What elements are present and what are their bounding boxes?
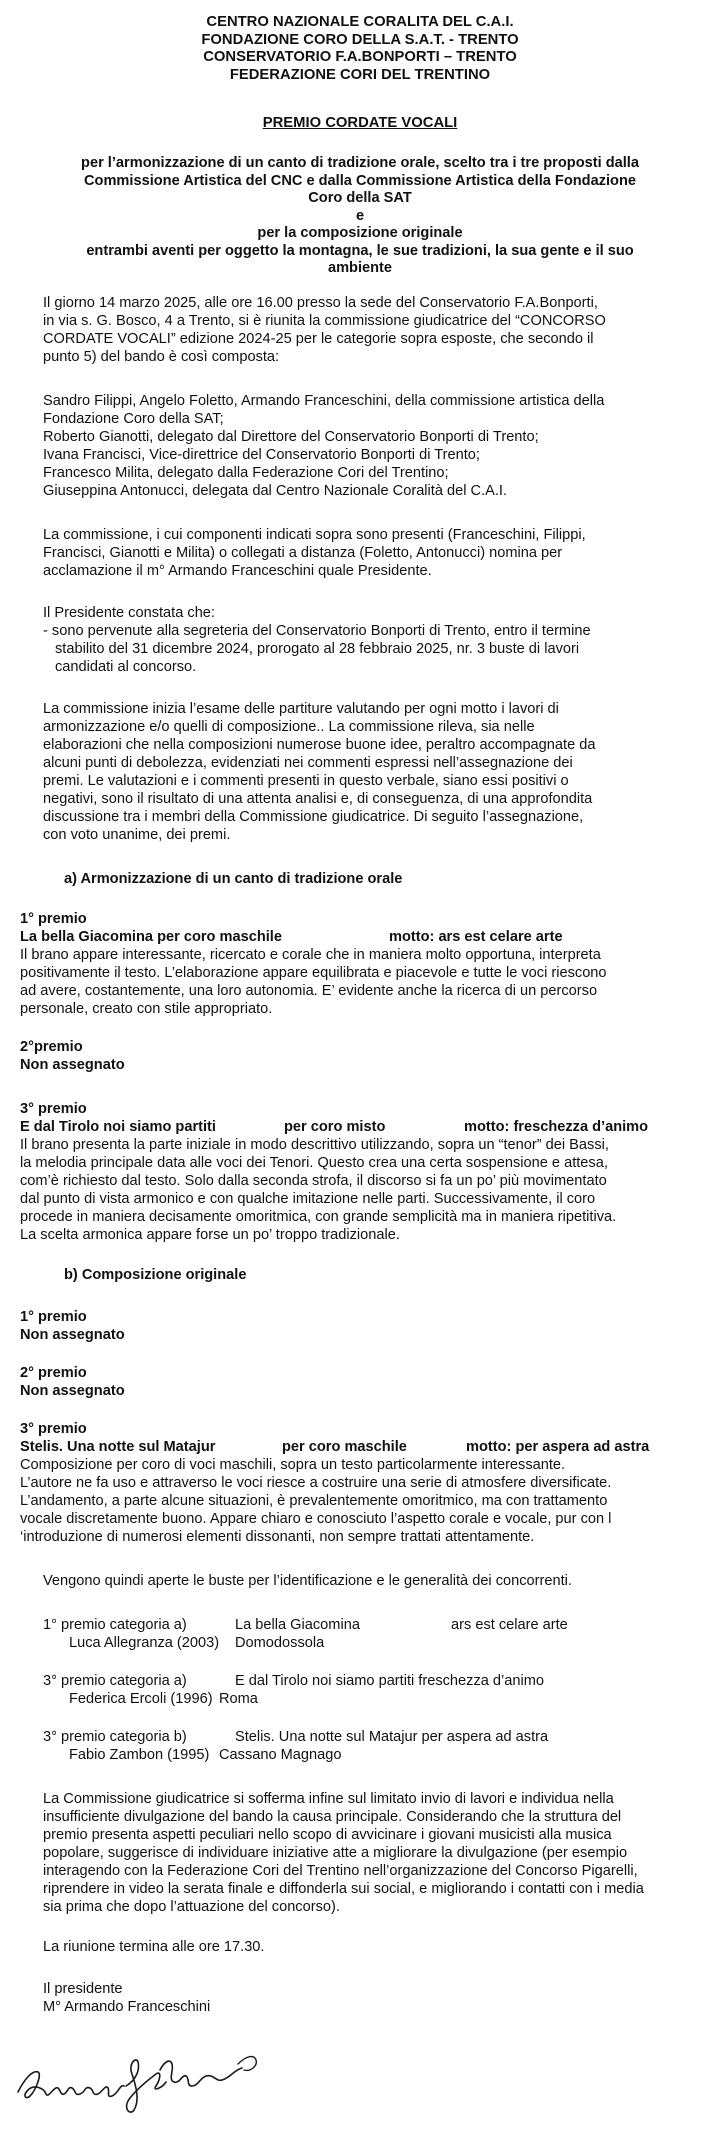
prize-comment [20, 1456, 700, 1546]
winner-category: 3° premio categoria a) [43, 1673, 187, 1689]
winner-motto: ars est celare arte [451, 1617, 568, 1633]
text-line: Il brano appare interessante, ricercato e corale che in maniera molto opportuna, interpreta [20, 947, 601, 963]
text-line: negativi, sono il risultato di una attenta analisi e, di conseguenza, di una approfondita [43, 791, 593, 807]
text-line: elaborazioni che nella composizioni numerose buone idee, peraltro accompagnate da [43, 737, 596, 753]
text-line: Francisci, Gianotti e Milita) o collegati a distanza (Foletto, Antonucci) nomina per [43, 545, 563, 561]
winner-piece: La bella Giacomina [235, 1617, 360, 1633]
constata-paragraph [43, 604, 687, 676]
prize-a-first [20, 910, 700, 1018]
prize-b-first [20, 1308, 700, 1344]
subtitle-line: Commissione Artistica del CNC e dalla Commissione Artistica della Fondazione [84, 172, 636, 189]
text-line: ad avere, costantemente, una loro autonomia. E’ evidente anche la ricerca di un percorso [20, 983, 598, 999]
document-title [0, 114, 720, 132]
prize-heading: 3° premio [20, 1421, 87, 1437]
piece-choir: per coro misto [284, 1119, 386, 1135]
piece-motto: motto: ars est celare arte [389, 929, 563, 945]
winner-row [43, 1672, 703, 1708]
prize-comment [20, 1136, 700, 1244]
winner-piece: Stelis. Una notte sul Matajur per aspera ad astra [235, 1729, 549, 1745]
text-line: sia prima che dopo l’attuazione del concorso). [43, 1899, 340, 1915]
prize-title-row [20, 928, 700, 946]
text-line: Il Presidente constata che: [43, 605, 215, 621]
text-line: Ivana Francisci, Vice-direttrice del Conservatorio Bonporti di Trento; [43, 447, 480, 463]
evaluation-paragraph [43, 700, 687, 844]
piece-title: Stelis. Una notte sul Matajur [20, 1439, 216, 1455]
prize-title-row [20, 1118, 700, 1136]
text-line: stabilito del 31 dicembre 2024, prorogato al 28 febbraio 2025, nr. 3 buste di lavori [55, 641, 580, 657]
text-line: com’è richiesto dal testo. Solo dalla seconda strofa, il discorso si fa un po’ più movimentato [20, 1173, 607, 1189]
winner-row [43, 1616, 703, 1652]
envelopes-sentence: Vengono quindi aperte le buste per l’identificazione e le generalità dei concorrenti. [43, 1573, 572, 1589]
subtitle-line: entrambi aventi per oggetto la montagna, le sue tradizioni, la sua gente e il suo [86, 242, 634, 259]
text-line: alcuni punti di debolezza, evidenziati nei commenti espressi nell’assegnazione dei [43, 755, 573, 771]
president-block [43, 1980, 687, 2016]
winner-city: Roma [219, 1691, 258, 1707]
title-text: PREMIO CORDATE VOCALI [262, 115, 458, 131]
text-line: personale, creato con stile appropriato. [20, 1001, 273, 1017]
text-line: in via s. G. Bosco, 4 a Trento, si è riunita la commissione giudicatrice del “CONCORSO [43, 313, 606, 329]
text-line: Roberto Gianotti, delegato dal Direttore del Conservatorio Bonporti di Trento; [43, 429, 539, 445]
text-line: punto 5) del bando è così composta: [43, 349, 280, 365]
prize-heading: 2°premio [20, 1039, 83, 1055]
subtitle-line: Coro della SAT [308, 190, 412, 206]
text-line: La commissione, i cui componenti indicati sopra sono presenti (Franceschini, Filippi, [43, 527, 586, 543]
prize-heading: 1° premio [20, 1309, 87, 1325]
text-line: Francesco Milita, delegato dalla Federazione Cori del Trentino; [43, 465, 449, 481]
header-line: FONDAZIONE CORO DELLA S.A.T. - TRENTO [201, 31, 519, 48]
prize-heading: 3° premio [20, 1101, 87, 1117]
piece-motto: motto: freschezza d’animo [464, 1119, 649, 1135]
subtitle-line: ambiente [327, 260, 393, 276]
piece-choir: per coro maschile [282, 1439, 407, 1455]
text-line: Fondazione Coro della SAT; [43, 411, 224, 427]
winner-piece: E dal Tirolo noi siamo partiti freschezza d’animo [235, 1673, 545, 1689]
text-line: con voto unanime, dei premi. [43, 827, 231, 843]
text-line: La scelta armonica appare forse un po’ troppo tradizionale. [20, 1227, 400, 1243]
text-line: CORDATE VOCALI” edizione 2024-25 per le categorie sopra esposte, che secondo il [43, 331, 594, 347]
text-line: Giuseppina Antonucci, delegata dal Centro Nazionale Coralità del C.A.I. [43, 483, 508, 499]
presidency-paragraph [43, 526, 687, 580]
prize-status: Non assegnato [20, 1383, 125, 1399]
header-line: FEDERAZIONE CORI DEL TRENTINO [229, 66, 491, 83]
text-line: La commissione inizia l’esame delle partiture valutando per ogni motto i lavori di [43, 701, 559, 717]
winner-name: Luca Allegranza (2003) [69, 1635, 220, 1651]
text-line: Sandro Filippi, Angelo Foletto, Armando Franceschini, della commissione artistica della [43, 393, 605, 409]
text-line: armonizzazione e/o quelli di composizione.. La commissione rileva, sia nelle [43, 719, 535, 735]
piece-title: E dal Tirolo noi siamo partiti [20, 1119, 216, 1135]
winner-city: Domodossola [235, 1635, 325, 1651]
prize-heading: 1° premio [20, 911, 87, 927]
winner-row [43, 1728, 703, 1764]
winner-category: 3° premio categoria b) [43, 1729, 187, 1745]
winner-city: Cassano Magnago [219, 1747, 342, 1763]
prize-title-row [20, 1438, 700, 1456]
prize-b-second [20, 1364, 700, 1400]
text-line: discussione tra i membri della Commissione giudicatrice. Di seguito l’assegnazione, [43, 809, 584, 825]
document-subtitle [40, 155, 680, 278]
text-line: premio presenta aspetti peculiari nello scopo di avvicinare i giovani musicisti alla musica [43, 1827, 612, 1843]
prize-status: Non assegnato [20, 1327, 125, 1343]
prize-a-third [20, 1100, 700, 1244]
text-line: la melodia principale data alle voci dei Tenori. Questo crea una certa sospensione e attesa, [20, 1155, 608, 1171]
section-a-heading: a) Armonizzazione di un canto di tradizione orale [64, 871, 403, 887]
prize-status: Non assegnato [20, 1057, 125, 1073]
handwritten-signature-icon [10, 2040, 370, 2120]
winner-name: Fabio Zambon (1995) [69, 1747, 210, 1763]
text-line: Il brano presenta la parte iniziale in modo descrittivo utilizzando, sopra un “tenor” dei Bassi, [20, 1137, 609, 1153]
text-line: interagendo con la Federazione Cori del Trentino nell’organizzazione del Concorso Pigarelli, [43, 1863, 638, 1879]
president-label: Il presidente [43, 1981, 123, 1997]
text-line: popolare, suggerisce di individuare iniziative atte a migliorare la divulgazione (per esempio [43, 1845, 628, 1861]
winner-category: 1° premio categoria a) [43, 1617, 187, 1633]
subtitle-line: e [355, 207, 365, 224]
header-line: CENTRO NAZIONALE CORALITA DEL C.A.I. [206, 14, 514, 30]
text-line: positivamente il testo. L’elaborazione appare equilibrata e piacevole e tutte le voci riescono [20, 965, 607, 981]
text-line: vocale discretamente buono. Appare chiaro e conosciuto l’aspetto corale e vocale, pur con l [20, 1511, 612, 1527]
text-line: La Commissione giudicatrice si sofferma infine sul limitato invio di lavori e individua nella [43, 1791, 614, 1807]
text-line: L’andamento, a parte alcune situazioni, è prevalentemente omoritmico, ma con trattamento [20, 1493, 608, 1509]
text-line: procede in maniera decisamente omoritmica, con grande semplicità ma in maniera ripetitiva. [20, 1209, 617, 1225]
text-line: dal punto di vista armonico e con qualche imitazione nelle parti. Successivamente, il coro [20, 1191, 596, 1207]
closing-paragraph [43, 1790, 687, 1916]
prize-comment [20, 946, 700, 1018]
intro-paragraph [43, 294, 687, 366]
president-name: M° Armando Franceschini [43, 1999, 211, 2015]
header-line: CONSERVATORIO F.A.BONPORTI – TRENTO [203, 49, 517, 65]
text-line: candidati al concorso. [55, 659, 197, 675]
text-line: premi. Le valutazioni e i commenti presenti in questo verbale, siano essi positivi o [43, 773, 569, 789]
prize-a-second [20, 1038, 700, 1074]
text-line: - sono pervenute alla segreteria del Conservatorio Bonporti di Trento, entro il termine [43, 623, 591, 639]
text-line: insufficiente divulgazione del bando la causa principale. Considerando che la struttura del [43, 1809, 622, 1825]
text-line: acclamazione il m° Armando Franceschini quale Presidente. [43, 563, 432, 579]
prize-b-third [20, 1420, 700, 1546]
subtitle-line: per l’armonizzazione di un canto di tradizione orale, scelto tra i tre proposti dalla [81, 155, 639, 171]
text-line: riprendere in video la serata finale e diffonderla sui social, e migliorando i contatti con i media [43, 1881, 644, 1897]
subtitle-line: per la composizione originale [257, 225, 463, 241]
text-line: Composizione per coro di voci maschili, sopra un testo particolarmente interessante. [20, 1457, 566, 1473]
commission-members [43, 392, 687, 500]
piece-title: La bella Giacomina per coro maschile [20, 929, 282, 945]
winner-name: Federica Ercoli (1996) [69, 1691, 213, 1707]
text-line: Il giorno 14 marzo 2025, alle ore 16.00 presso la sede del Conservatorio F.A.Bonporti, [43, 295, 598, 311]
piece-motto: motto: per aspera ad astra [466, 1439, 650, 1455]
text-line: ‘introduzione di numerosi elementi dissonanti, non sempre trattati attentamente. [20, 1529, 535, 1545]
header-institutions [0, 14, 720, 84]
text-line: L’autore ne fa uso e attraverso le voci riesce a costruire una serie di atmosfere diversificate. [20, 1475, 612, 1491]
prize-heading: 2° premio [20, 1365, 87, 1381]
meeting-end: La riunione termina alle ore 17.30. [43, 1939, 265, 1955]
section-b-heading: b) Composizione originale [64, 1267, 247, 1283]
